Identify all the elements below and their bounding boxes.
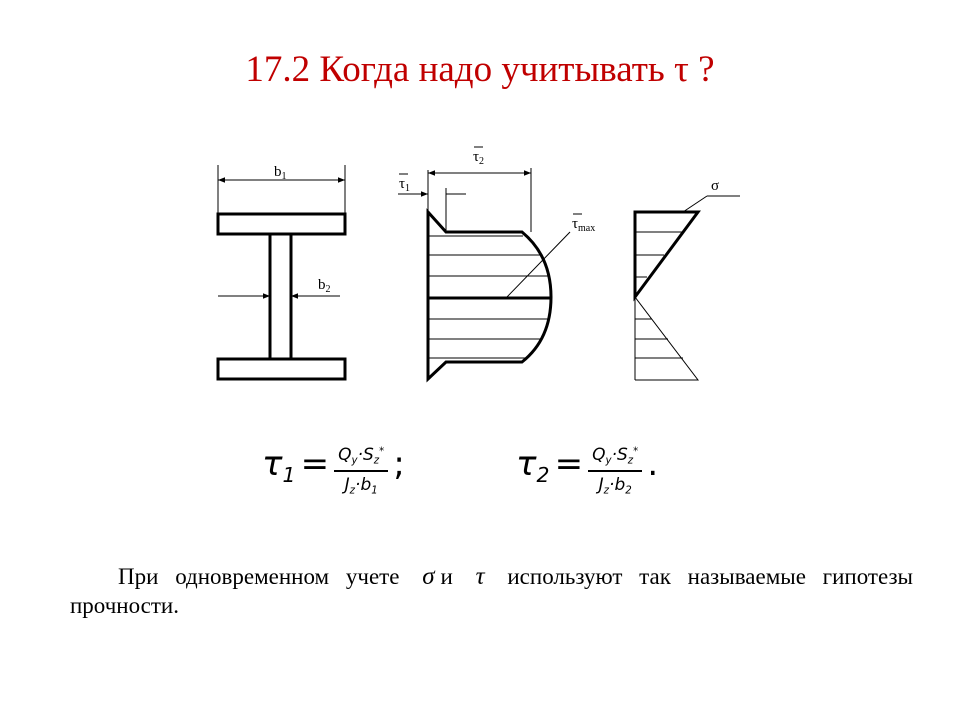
formula-tau2-lhs: $\tau_2$ <box>516 444 550 488</box>
b2-label: $b_2$ <box>318 277 331 295</box>
top-flange <box>218 214 345 234</box>
paragraph-text-2: используют так называемые гипотезы прочности. <box>70 564 914 618</box>
formula-tau1 <box>262 444 405 496</box>
sigma-symbol: σ <box>422 563 435 590</box>
strength-hypotheses-paragraph <box>70 562 913 620</box>
formula-tau2-tail: . <box>647 444 659 484</box>
b1-label: $b_1$ <box>274 164 287 182</box>
sigma-label: σ <box>711 178 720 194</box>
formula-tau2-fraction: $\frac{Q_y\cdot S_z^*}{J_z\cdot b_2}$ <box>588 445 642 496</box>
bottom-flange <box>218 359 345 379</box>
taumax-label: $\tau_{max}$ <box>572 216 596 234</box>
sigma-leader <box>683 196 707 212</box>
i-beam-section <box>218 165 345 379</box>
tau-symbol: τ <box>475 563 485 590</box>
tau2-label: $\tau_2$ <box>473 149 485 167</box>
formula-tau1-fraction: $\frac{Q_y\cdot S_z^*}{J_z\cdot b_1}$ <box>334 445 388 496</box>
paragraph-text-1: При одновременном учете <box>118 564 400 589</box>
taumax-leader <box>506 232 570 298</box>
web <box>270 234 291 359</box>
tau1-label: $\tau_1$ <box>399 176 411 194</box>
formula-tau1-equals: = <box>300 444 330 484</box>
formula-tau1-tail: ; <box>393 444 405 484</box>
sigma-diagram <box>635 196 740 380</box>
tau-diagram <box>398 168 570 379</box>
formula-tau2-equals: = <box>554 444 584 484</box>
formula-tau1-lhs: $\tau_1$ <box>262 444 296 488</box>
formula-tau2 <box>516 444 658 496</box>
sigma-hatch-lines <box>635 232 683 358</box>
slide-title: 17.2 Когда надо учитывать τ ? <box>245 49 715 90</box>
tau-outline <box>428 212 551 379</box>
paragraph-and: и <box>440 564 453 589</box>
